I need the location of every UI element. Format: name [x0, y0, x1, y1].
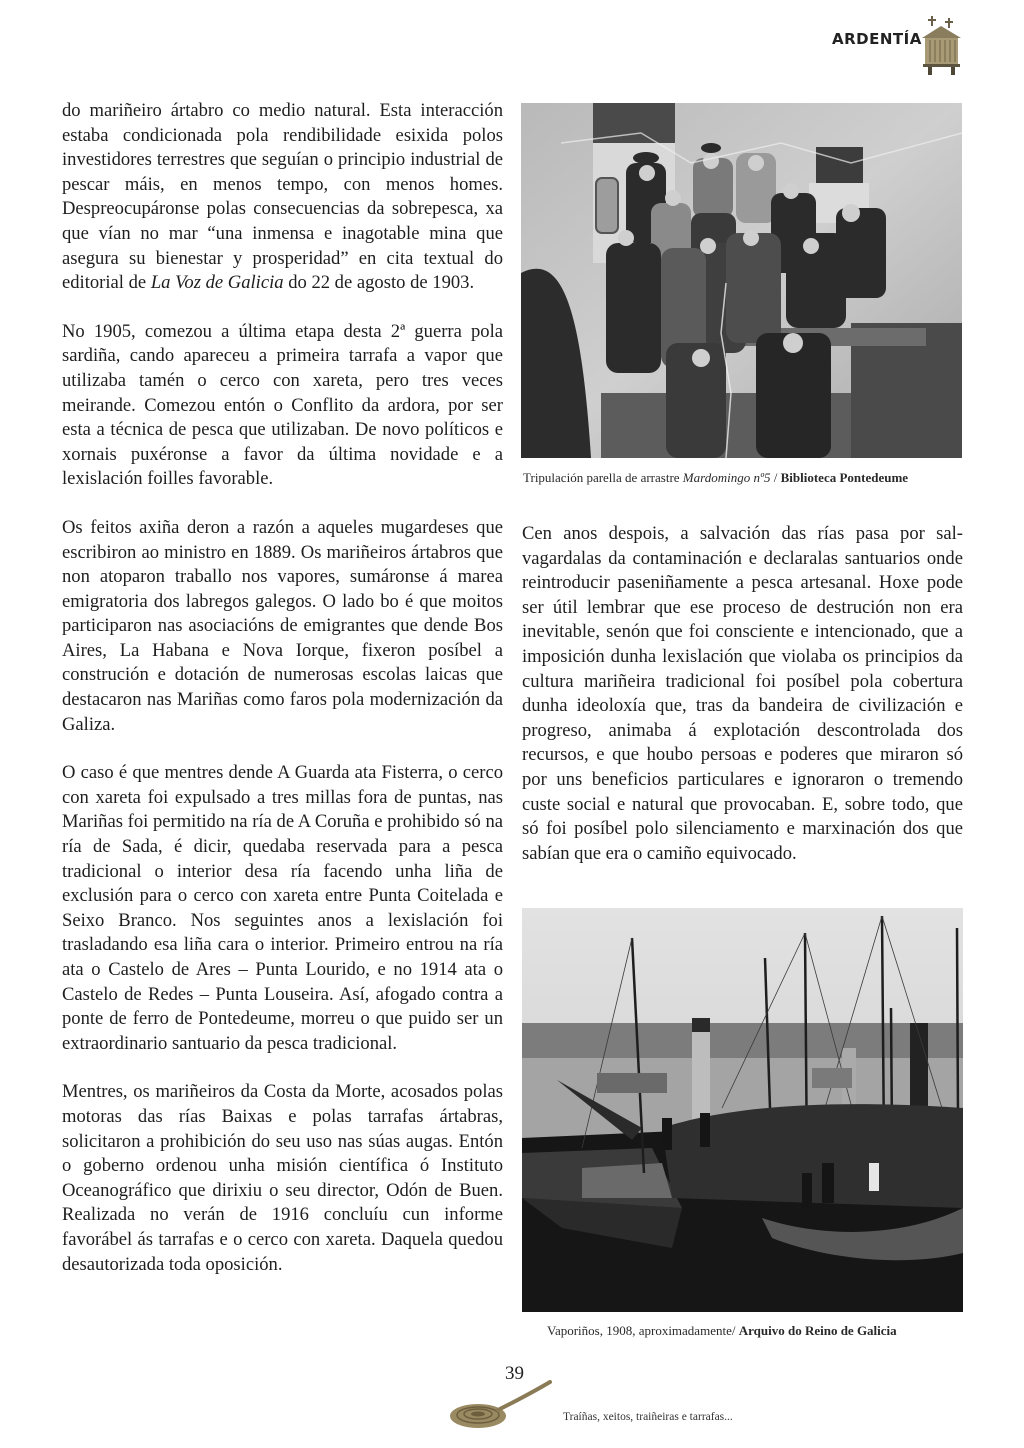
body-paragraph: Cen anos despois, a salvación das rías pasa por salvagardalas da contaminación e declaralas santuarios onde reintroducir paseniñamente a pesca artesanal. Hoxe pode ser útil lembrar que ese proceso de destrución non era inevitable, senón que foi consciente e intencionado, que a imposición dunha lexislación que violaba os principios da cultura mariñeira tradicional foi posíbel pola cobertura dunha ideoloxía que, tras da bandeira de civilización e progreso, animaba á explotación descontrolada dos recursos, e que houbo persoas e poderes que miraron só por uns beneficios particulares e ignoraron o tremendo custe social e natural que provocaban. E, sobre todo, que só foi posíbel polo silenciamento e marxinación dos que sabían que era o camiño equivocado. — [522, 523, 963, 864]
photo-credit: Arquivo do Reino de Galicia — [738, 1323, 897, 1338]
horreo-icon — [918, 14, 964, 76]
body-paragraph: O caso é que mentres dende A Guarda ata Fisterra, o cerco con xareta foi expulsado a tres millas fora de puntas, nas Mariñas foi permitido na ría de A Coruña e prohibido só na ría de Sada, é dicir, quedaba reservada para a pesca tradicional o interior desa ría facendo unha liña de exclusión para o cerco con xareta entre Punta Coitelada e Seixo Branco. Nos seguintes anos a lexislación foi trasladando esa liña cara o interior. Primeiro entrou na ría ata o Castelo de Ares – Punta Lourido, e no 1914 ata o Castelo de Redes – Punta Louseira. Así, afogado contra a ponte de ferro de Pontedeume, morreu o que puido ser un extraordinario santuario da pesca tradicional. — [62, 762, 503, 1054]
body-paragraph: do mariñeiro ártabro co medio natural. Esta interacción estaba condicionada pola rendibilidade esixida polos investidores terrestres que seguían o principio industrial de pescar máis, en menos tempo, con menos homes. Despreocupáronse polas consecuencias da sobrepesca, xa que vían no mar “una inmensa e inagotable mina que asegura su bienestar y prosperidad” en cita textual do editorial de La Voz de Galicia do 22 de agosto de 1903. — [62, 100, 503, 294]
magazine-brand: ARDENTÍA — [832, 30, 922, 48]
photo-caption: Tripulación parella de arrastre Mardomingo nº5 / Biblioteca Pontedeume — [523, 470, 909, 485]
newspaper-title: La Voz de Galicia — [150, 272, 284, 294]
photo-credit: Biblioteca Pontedeume — [780, 470, 909, 485]
body-paragraph: Mentres, os mariñeiros da Costa da Morte, acosados polas motoras das rías Baixas e polas tarrafas ártabras, solicitaron a prohibición do seu uso nas súas augas. Entón o goberno ordenou unha misión científica ó Instituto Oceanográfico que dirixiu o seu director, Odón de Buen. Realizada no verán de 1916 concluíu cun informe favorábel ás tarrafas e o cerco con xareta. Daquela quedou desautorizada toda oposición. — [62, 1081, 503, 1275]
steamboats-photo — [522, 908, 963, 1312]
body-paragraph: No 1905, comezou a última etapa desta 2ª guerra pola sardiña, cando apareceu a primeira tarrafa a vapor que utilizaba tamén o cerco con xareta, pero tres veces meirande. Comezou entón o Conflito da ardora, por ser esta a técnica de pesca que utilizaban. De novo políticos e xornais puxéronse a favor da última novidade e a lexislación foilles favorable. — [62, 320, 503, 490]
page-number: 39 — [505, 1363, 524, 1384]
right-column — [522, 522, 963, 866]
running-title: Traíñas, xeitos, traiñeiras e tarrafas... — [563, 1411, 733, 1423]
left-column — [62, 99, 503, 1277]
body-paragraph: Os feitos axiña deron a razón a aqueles mugardeses que escribiron ao ministro en 1889. Os mariñeiros ártabros que non atoparon traballo nos vapores, sumáronse á marea emigratoria dos labregos galegos. O lado bo é que moitos participaron nas asociacións de emigrantes que dende Bos Aires, La Habana e Nova Iorque, fixeron posíbel a construción e dotación de numerosas escolas laicas que destacaron nas Mariñas como faros pola modernización da Galiza. — [62, 516, 503, 735]
photo-caption: Vaporiños, 1908, aproximadamente/ Arquivo do Reino de Galicia — [547, 1323, 897, 1338]
crew-photo — [521, 103, 962, 458]
boat-name: Mardomingo nº5 — [682, 470, 771, 485]
rope-coil-icon — [448, 1378, 558, 1430]
